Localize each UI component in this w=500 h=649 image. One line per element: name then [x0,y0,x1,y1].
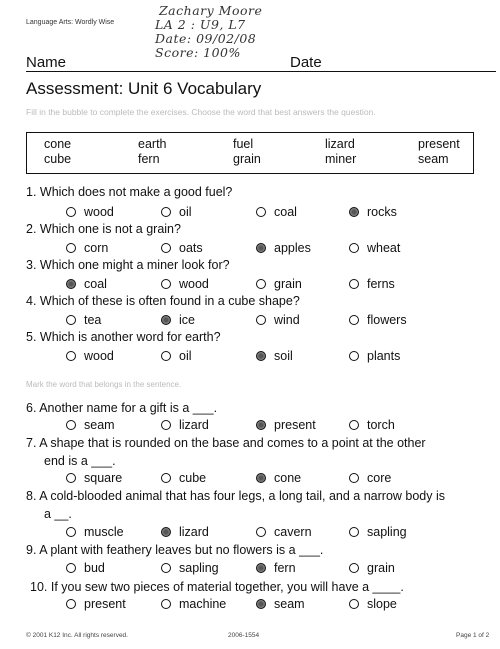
answer-bubble[interactable] [161,207,171,217]
option-label: present [274,418,316,432]
question-1-option-a[interactable] [66,205,114,219]
answer-bubble-filled[interactable] [161,315,171,325]
option-label: lizard [179,525,209,539]
option-label: soil [274,349,293,363]
answer-bubble[interactable] [66,207,76,217]
answer-bubble-filled[interactable] [66,279,76,289]
question-7-text-continued: end is a ___. [44,454,116,468]
directions-text: Fill in the bubble to complete the exercises. Choose the word that best answers the question. [26,107,376,117]
handwritten-date: Date: 09/02/08 [155,31,257,46]
question-5-option-c[interactable] [256,349,293,363]
option-label: present [84,597,126,611]
option-label: oil [179,205,192,219]
question-8-option-d[interactable] [349,525,407,539]
option-label: cube [179,471,207,485]
answer-bubble[interactable] [349,420,359,430]
question-1-option-d[interactable] [349,205,397,219]
question-8-text: 8. A cold-blooded animal that has four legs, a long tail, and a narrow body is [26,489,446,503]
question-5-option-a[interactable] [66,349,114,363]
answer-bubble[interactable] [256,315,266,325]
option-label: coal [274,205,297,219]
question-3-option-c[interactable] [256,277,302,291]
option-label: plants [367,349,401,363]
question-9-option-b[interactable] [161,561,219,575]
option-label: muscle [84,525,124,539]
answer-bubble-filled[interactable] [161,527,171,537]
answer-bubble-filled[interactable] [256,599,266,609]
answer-bubble[interactable] [66,420,76,430]
date-label: Date [290,54,322,71]
word-bank-column [44,137,71,167]
answer-bubble-filled[interactable] [256,351,266,361]
question-4-text: 4. Which of these is often found in a cube shape? [26,294,300,308]
answer-bubble[interactable] [66,243,76,253]
question-5-option-d[interactable] [349,349,400,363]
option-label: ice [179,313,195,327]
question-6-option-d[interactable] [349,418,395,432]
question-8-option-b[interactable] [161,525,209,539]
option-label: apples [274,241,311,255]
answer-bubble[interactable] [161,420,171,430]
series-label: Language Arts: Wordly Wise [26,19,115,26]
option-label: ferns [367,277,395,291]
question-10-text: 10. If you sew two pieces of material together, you will have a ____. [30,580,404,594]
option-label: wheat [367,241,401,255]
word-bank-column [138,137,167,167]
question-6-option-a[interactable] [66,418,115,432]
option-label: corn [84,241,109,255]
question-2-option-b[interactable] [161,241,203,255]
name-label: Name [26,54,67,71]
question-3-option-b[interactable] [161,277,209,291]
word-bank-column [418,137,460,167]
answer-bubble[interactable] [349,563,359,573]
page-title: Assessment: Unit 6 Vocabulary [26,79,262,98]
question-7-option-d[interactable] [349,471,391,485]
option-label: wood [179,277,209,291]
question-4-option-a[interactable] [66,313,101,327]
option-label: sapling [179,561,219,575]
answer-bubble[interactable] [66,527,76,537]
option-label: grain [274,277,302,291]
option-label: grain [367,561,395,575]
question-8-text-continued: a __. [44,507,72,521]
answer-bubble[interactable] [349,599,359,609]
question-6-option-b[interactable] [161,418,209,432]
footer-page-number: Page 1 of 2 [456,632,490,639]
option-label: wind [274,313,300,327]
answer-bubble[interactable] [349,527,359,537]
answer-bubble[interactable] [161,473,171,483]
option-label: fern [274,561,296,575]
question-3-option-d[interactable] [349,277,395,291]
question-5-option-b[interactable] [161,349,192,363]
question-7-option-b[interactable] [161,471,206,485]
word-bank-word: seam [418,152,449,166]
answer-bubble[interactable] [161,279,171,289]
question-9-option-c[interactable] [256,561,296,575]
answer-bubble[interactable] [349,279,359,289]
answer-bubble-filled[interactable] [256,563,266,573]
answer-bubble[interactable] [256,279,266,289]
question-9-option-a[interactable] [66,561,105,575]
answer-bubble[interactable] [66,599,76,609]
answer-bubble[interactable] [66,315,76,325]
answer-bubble[interactable] [349,473,359,483]
answer-bubble[interactable] [256,207,266,217]
answer-bubble[interactable] [161,243,171,253]
section-2-directions: Mark the word that belongs in the sentence. [26,380,182,389]
option-label: lizard [179,418,209,432]
question-6-text: 6. Another name for a gift is a ___. [26,401,218,415]
question-7-option-a[interactable] [66,471,122,485]
option-label: core [367,471,392,485]
word-bank-word: present [418,137,460,151]
option-label: machine [179,597,227,611]
question-3-text: 3. Which one might a miner look for? [26,258,230,272]
question-3-option-a[interactable] [66,277,107,291]
handwritten-course: LA 2 : U9, L7 [155,17,246,32]
word-bank-word: fuel [233,137,254,151]
header-divider [26,71,496,72]
option-label: tea [84,313,102,327]
question-4-option-d[interactable] [349,313,407,327]
word-bank-column [325,137,356,167]
answer-bubble[interactable] [66,351,76,361]
question-6-option-c[interactable] [256,418,316,432]
word-bank-column [233,137,261,167]
option-label: cone [274,471,302,485]
answer-bubble[interactable] [349,243,359,253]
answer-bubble-filled[interactable] [256,243,266,253]
option-label: wood [84,205,114,219]
option-label: oil [179,349,192,363]
answer-bubble[interactable] [349,351,359,361]
question-2-text: 2. Which one is not a grain? [26,222,181,236]
question-8-option-c[interactable] [256,525,312,539]
handwritten-score: Score: 100% [155,45,241,60]
option-label: wood [84,349,114,363]
answer-bubble-filled[interactable] [349,207,359,217]
option-label: rocks [367,205,397,219]
question-1-text: 1. Which does not make a good fuel? [26,185,233,199]
handwritten-name: Zachary Moore [159,3,263,18]
word-bank-word: lizard [325,137,355,151]
question-10-option-a[interactable] [66,597,126,611]
answer-bubble[interactable] [256,527,266,537]
answer-bubble-filled[interactable] [256,420,266,430]
word-bank-word: cube [44,152,72,166]
question-10-option-b[interactable] [161,597,226,611]
answer-bubble[interactable] [66,473,76,483]
word-bank-word: cone [44,137,72,151]
question-8-option-a[interactable] [66,525,124,539]
word-bank [26,132,474,174]
answer-bubble[interactable] [161,563,171,573]
handwritten-annotation [157,4,317,60]
answer-bubble-filled[interactable] [256,473,266,483]
word-bank-word: miner [325,152,357,166]
question-1-option-c[interactable] [256,205,297,219]
question-2-option-c[interactable] [256,241,311,255]
footer-code: 2006-1554 [228,632,260,639]
option-label: bud [84,561,105,575]
option-label: square [84,471,123,485]
option-label: cavern [274,525,312,539]
question-2-option-a[interactable] [66,241,108,255]
option-label: oats [179,241,203,255]
question-7-option-c[interactable] [256,471,301,485]
question-7-text: 7. A shape that is rounded on the base and comes to a point at the other [26,436,426,450]
option-label: coal [84,277,107,291]
option-label: sapling [367,525,407,539]
footer-copyright: © 2001 K12 Inc. All rights reserved. [26,632,128,639]
option-label: seam [84,418,115,432]
answer-bubble[interactable] [161,351,171,361]
option-label: seam [274,597,305,611]
word-bank-word: earth [138,137,167,151]
question-10-option-d[interactable] [349,597,397,611]
answer-bubble[interactable] [161,599,171,609]
question-4-option-b[interactable] [161,313,195,327]
word-bank-word: grain [233,152,261,166]
answer-bubble[interactable] [349,315,359,325]
option-label: torch [367,418,395,432]
answer-bubble[interactable] [66,563,76,573]
option-label: slope [367,597,397,611]
question-9-text: 9. A plant with feathery leaves but no flowers is a ___. [26,543,324,557]
question-9-option-d[interactable] [349,561,395,575]
option-label: flowers [367,313,407,327]
question-5-text: 5. Which is another word for earth? [26,330,221,344]
word-bank-word: fern [138,152,160,166]
question-10-option-c[interactable] [256,597,305,611]
question-4-option-c[interactable] [256,313,300,327]
question-1-option-b[interactable] [161,205,192,219]
question-2-option-d[interactable] [349,241,400,255]
